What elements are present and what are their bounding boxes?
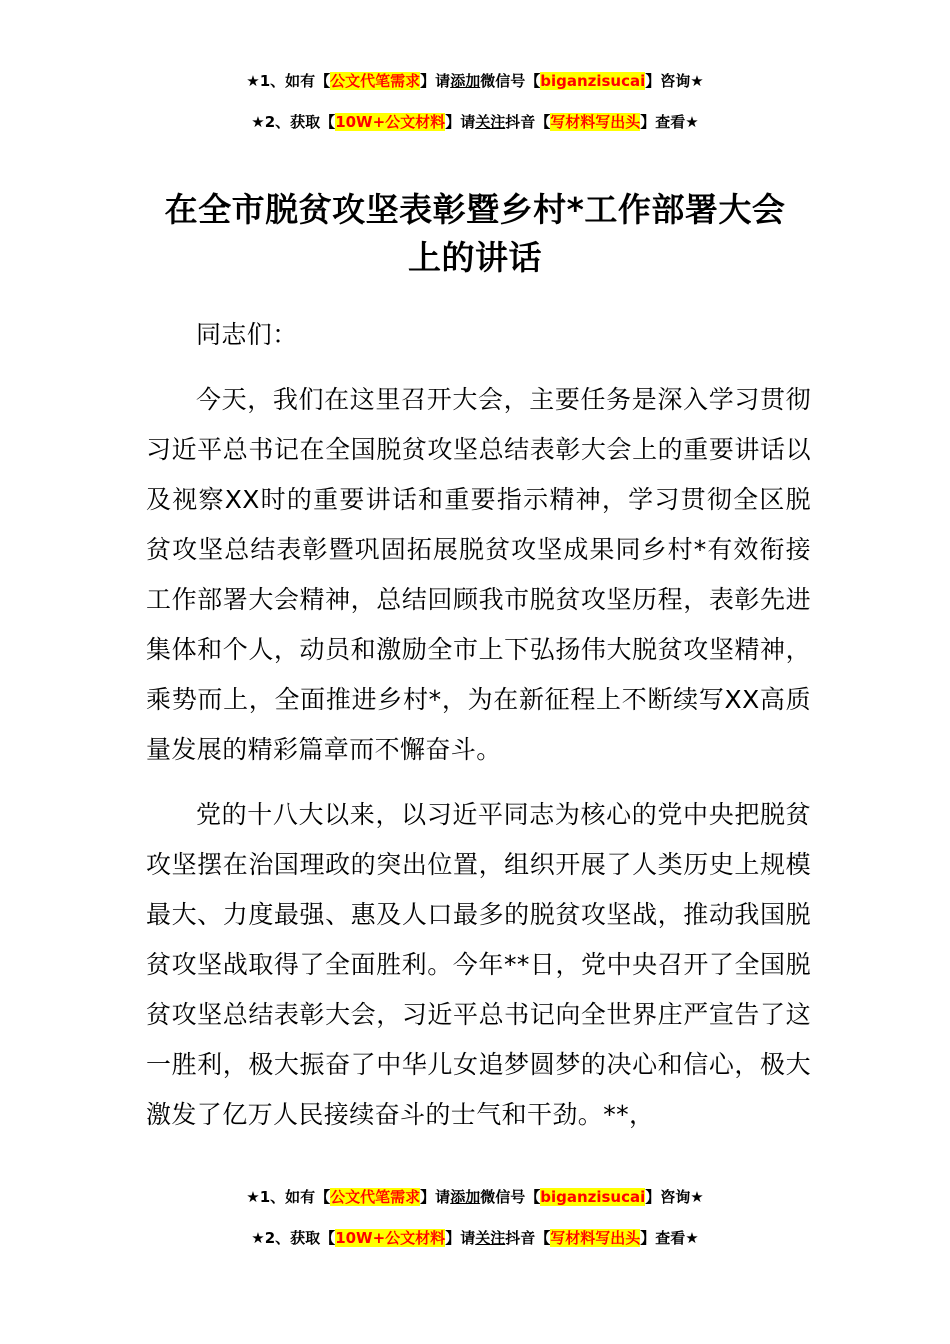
banner-text: 微信号【 — [480, 72, 541, 90]
banner-text: 】请 — [445, 1229, 476, 1247]
banner-text: 】咨询★ — [645, 72, 704, 90]
header-banner — [0, 70, 950, 133]
body-paragraph-2: 党的十八大以来，以习近平同志为核心的党中央把脱贫攻坚摆在治国理政的突出位置，组织开展了人类历史上规模最大、力度最强、惠及人口最多的脱贫攻坚战，推动我国脱贫攻坚战取得了全面胜利。今年**日，党中央召开了全国脱贫攻坚总结表彰大会，习近平总书记向全世界庄严宣告了这一胜利，极大振奋了中华儿女追梦圆梦的决心和信心，极大激发了亿万人民接续奋斗的士气和干劲。**， — [146, 800, 811, 1129]
document-title — [0, 186, 950, 282]
title-line-1: 在全市脱贫攻坚表彰暨乡村*工作部署大会 — [164, 190, 786, 229]
banner-text: 微信号【 — [480, 1188, 541, 1206]
banner-text: 】请 — [420, 72, 451, 90]
body-paragraph-1: 今天，我们在这里召开大会，主要任务是深入学习贯彻习近平总书记在全国脱贫攻坚总结表彰大会上的重要讲话以及视察XX时的重要讲话和重要指示精神，学习贯彻全区脱贫攻坚总结表彰暨巩固拓展脱贫攻坚成果同乡村*有效衔接工作部署大会精神，总结回顾我市脱贫攻坚历程，表彰先进集体和个人，动员和激励全市上下弘扬伟大脱贫攻坚精神，乘势而上，全面推进乡村*，为在新征程上不断续写XX高质量发展的精彩篇章而不懈奋斗。 — [146, 385, 811, 764]
banner-text: 】查看★ — [640, 113, 699, 131]
banner-text: ★2、获取【 — [251, 113, 336, 131]
banner-text: 抖音【 — [505, 1229, 551, 1247]
banner-line-1 — [0, 1186, 950, 1208]
salutation: 同志们： — [196, 320, 298, 349]
banner-text: 】查看★ — [640, 1229, 699, 1247]
banner-underline: 关注 — [475, 1229, 506, 1247]
banner-text: ★1、如有【 — [246, 72, 331, 90]
footer-banner — [0, 1186, 950, 1249]
banner-text: 】请 — [445, 113, 476, 131]
document-body — [146, 310, 811, 1140]
banner-highlight: 10W+公文材料 — [335, 1229, 446, 1247]
banner-highlight: 公文代笔需求 — [330, 1188, 421, 1206]
banner-highlight: 写材料写出头 — [550, 113, 641, 131]
banner-text: ★2、获取【 — [251, 1229, 336, 1247]
banner-underline: 添加 — [450, 1188, 481, 1206]
banner-highlight: 10W+公文材料 — [335, 113, 446, 131]
banner-highlight: biganzisucai — [540, 72, 646, 90]
banner-underline: 添加 — [450, 72, 481, 90]
title-line-2: 上的讲话 — [408, 238, 542, 277]
banner-text: 抖音【 — [505, 113, 551, 131]
banner-text: 】咨询★ — [645, 1188, 704, 1206]
banner-underline: 关注 — [475, 113, 506, 131]
banner-text: ★1、如有【 — [246, 1188, 331, 1206]
banner-line-2 — [0, 111, 950, 133]
banner-highlight: 公文代笔需求 — [330, 72, 421, 90]
banner-line-1 — [0, 70, 950, 92]
banner-line-2 — [0, 1227, 950, 1249]
banner-highlight: biganzisucai — [540, 1188, 646, 1206]
banner-highlight: 写材料写出头 — [550, 1229, 641, 1247]
banner-text: 】请 — [420, 1188, 451, 1206]
